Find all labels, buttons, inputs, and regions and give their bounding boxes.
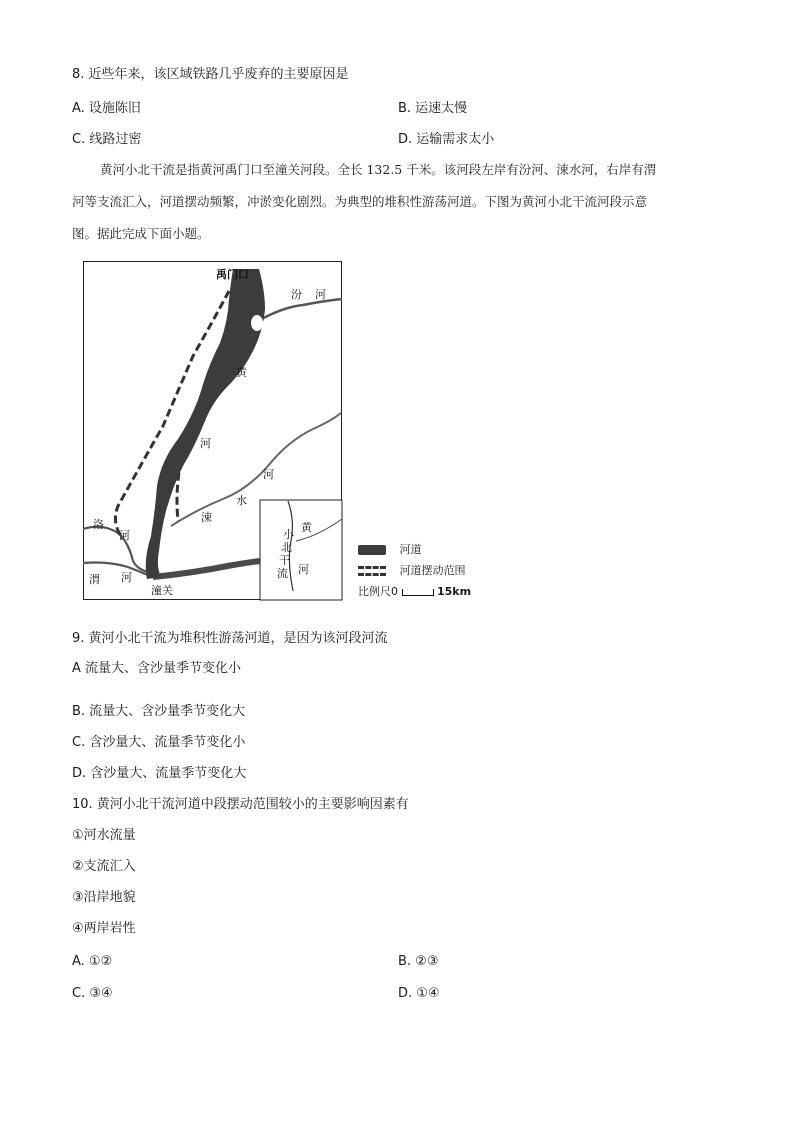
legend-channel (358, 543, 478, 557)
q10-option-c: C. ③④ (72, 986, 113, 1001)
legend-swing (358, 564, 488, 578)
q8-option-c: C. 线路过密 (72, 132, 142, 147)
passage-line-3: 图。据此完成下面小题。 (72, 226, 210, 241)
q8-option-a: A. 设施陈旧 (72, 101, 141, 116)
q10-option-d: D. ①④ (398, 986, 440, 1001)
label-tongguan: 潼关 (151, 584, 173, 597)
inset-char-1: 小 (283, 528, 294, 541)
label-shui: 水 (236, 494, 247, 507)
label-huang: 黄 (236, 366, 247, 379)
label-fen: 汾 (291, 288, 302, 301)
inset-frame (260, 500, 342, 600)
legend-swing-label: 河道摆动范围 (399, 564, 466, 577)
q8-stem: 8. 近些年来，该区域铁路几乎废弃的主要原因是 (72, 67, 349, 82)
scale-bar (402, 589, 434, 596)
legend-scale (358, 585, 478, 599)
q9-stem: 9. 黄河小北干流为堆积性游荡河道，是因为该河段河流 (72, 631, 388, 646)
scale-value: 15km (437, 585, 472, 598)
inset-char-3: 干 (279, 554, 290, 567)
q9-option-a: A 流量大、含沙量季节变化小 (72, 661, 242, 676)
q8-option-b: B. 运速太慢 (398, 101, 468, 116)
inset-char-4: 流 (277, 567, 288, 580)
q10-stem: 10. 黄河小北干流河道中段摆动范围较小的主要影响因素有 (72, 797, 409, 812)
q10-option-b: B. ②③ (398, 954, 439, 969)
legend-channel-label: 河道 (399, 543, 422, 556)
q10-item-3: ③沿岸地貌 (72, 890, 136, 905)
label-luo: 洛 (93, 518, 104, 531)
scale-label: 比例尺 (358, 585, 391, 598)
q9-option-b: B. 流量大、含沙量季节变化大 (72, 704, 246, 719)
label-wei-he: 河 (121, 571, 132, 584)
inset-huang: 黄 (301, 521, 312, 534)
passage (72, 154, 722, 250)
inset-he: 河 (298, 563, 309, 576)
legend-swing-swatch (358, 566, 386, 576)
passage-line-1: 黄河小北干流是指黄河禹门口至潼关河段。全长 132.5 千米。该河段左岸有汾河、涑水河，右岸有渭 (100, 162, 657, 177)
label-yumenkou: 禹门口 (216, 268, 249, 281)
q9-option-c: C. 含沙量大、流量季节变化小 (72, 735, 246, 750)
q9-option-d: D. 含沙量大、流量季节变化大 (72, 766, 247, 781)
scale-zero: 0 (391, 585, 398, 598)
legend-channel-swatch (358, 545, 386, 555)
label-luo-he: 河 (119, 529, 130, 542)
q8-option-d: D. 运输需求太小 (398, 132, 495, 147)
label-su: 涑 (201, 511, 212, 524)
q10-item-1: ①河水流量 (72, 828, 136, 843)
label-he-main: 河 (200, 437, 211, 450)
passage-line-2: 河等支流汇入，河道摆动频繁，冲淤变化剧烈。为典型的堆积性游荡河道。下图为黄河小北干流河段示意 (72, 194, 648, 209)
q10-item-2: ②支流汇入 (72, 859, 136, 874)
label-su-he: 河 (263, 468, 274, 481)
label-fen-he: 河 (315, 288, 326, 301)
label-wei: 渭 (89, 573, 100, 586)
river-map (83, 261, 343, 601)
q10-option-a: A. ①② (72, 954, 113, 969)
q10-item-4: ④两岸岩性 (72, 921, 136, 936)
channel-island (251, 315, 263, 331)
inset-char-2: 北 (281, 541, 292, 554)
